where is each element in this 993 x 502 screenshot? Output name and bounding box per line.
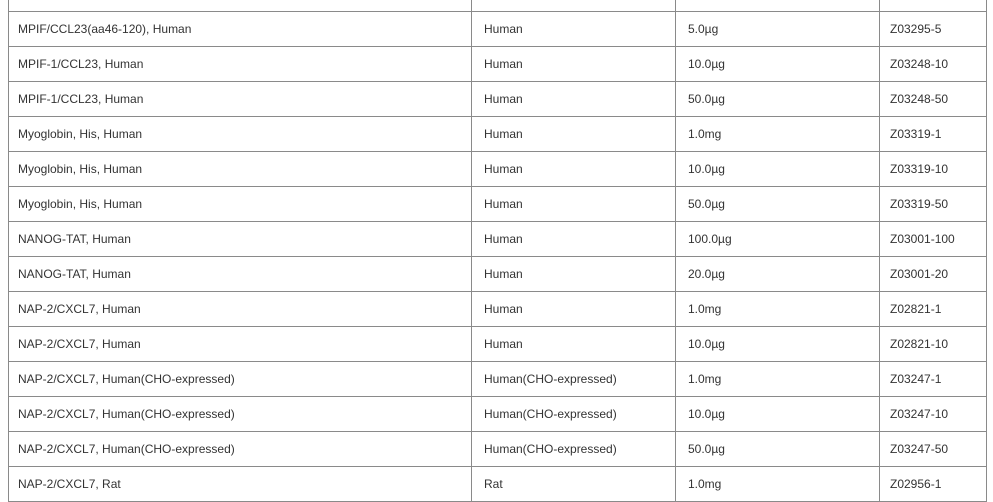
table-row <box>9 467 987 502</box>
species-cell: Human <box>472 117 676 152</box>
product-name-cell: NAP-2/CXCL7, Human(CHO-expressed) <box>9 432 472 467</box>
species-cell: Human <box>472 257 676 292</box>
catalog-number-cell: Z03001-20 <box>880 257 987 292</box>
table-row <box>9 257 987 292</box>
size-cell: 50.0µg <box>676 187 880 222</box>
size-cell: 5.0µg <box>676 12 880 47</box>
product-name-cell: MPIF-1/CCL23, Human <box>9 47 472 82</box>
catalog-number-cell: Z03319-1 <box>880 117 987 152</box>
table-row <box>9 152 987 187</box>
species-cell: Human <box>472 152 676 187</box>
table-row <box>9 362 987 397</box>
product-name-cell <box>9 0 472 12</box>
product-name-cell: NAP-2/CXCL7, Human <box>9 292 472 327</box>
catalog-number-cell: Z03295-5 <box>880 12 987 47</box>
product-table-container <box>8 0 986 502</box>
product-name-cell: NANOG-TAT, Human <box>9 257 472 292</box>
table-row <box>9 117 987 152</box>
size-cell: 10.0µg <box>676 327 880 362</box>
table-row <box>9 397 987 432</box>
catalog-number-cell <box>880 0 987 12</box>
catalog-number-cell: Z02821-1 <box>880 292 987 327</box>
size-cell: 100.0µg <box>676 222 880 257</box>
species-cell: Human <box>472 187 676 222</box>
size-cell <box>676 0 880 12</box>
table-row <box>9 432 987 467</box>
product-name-cell: MPIF-1/CCL23, Human <box>9 82 472 117</box>
table-row <box>9 187 987 222</box>
size-cell: 1.0mg <box>676 467 880 502</box>
species-cell: Human <box>472 82 676 117</box>
size-cell: 10.0µg <box>676 47 880 82</box>
size-cell: 1.0mg <box>676 117 880 152</box>
table-row <box>9 47 987 82</box>
species-cell: Human <box>472 222 676 257</box>
size-cell: 50.0µg <box>676 432 880 467</box>
product-name-cell: NAP-2/CXCL7, Human <box>9 327 472 362</box>
product-name-cell: Myoglobin, His, Human <box>9 187 472 222</box>
catalog-number-cell: Z03319-50 <box>880 187 987 222</box>
species-cell: Human(CHO-expressed) <box>472 432 676 467</box>
catalog-number-cell: Z03247-10 <box>880 397 987 432</box>
species-cell: Human <box>472 292 676 327</box>
product-name-cell: NAP-2/CXCL7, Rat <box>9 467 472 502</box>
table-row <box>9 292 987 327</box>
product-name-cell: NAP-2/CXCL7, Human(CHO-expressed) <box>9 362 472 397</box>
species-cell: Human <box>472 12 676 47</box>
size-cell: 10.0µg <box>676 152 880 187</box>
catalog-number-cell: Z02956-1 <box>880 467 987 502</box>
product-name-cell: MPIF/CCL23(aa46-120), Human <box>9 12 472 47</box>
table-row <box>9 222 987 257</box>
catalog-number-cell: Z03248-50 <box>880 82 987 117</box>
size-cell: 20.0µg <box>676 257 880 292</box>
product-name-cell: NANOG-TAT, Human <box>9 222 472 257</box>
size-cell: 1.0mg <box>676 292 880 327</box>
catalog-number-cell: Z03248-10 <box>880 47 987 82</box>
table-row <box>9 327 987 362</box>
catalog-number-cell: Z03247-1 <box>880 362 987 397</box>
size-cell: 1.0mg <box>676 362 880 397</box>
product-name-cell: Myoglobin, His, Human <box>9 152 472 187</box>
species-cell: Human <box>472 47 676 82</box>
product-table <box>8 0 987 502</box>
catalog-number-cell: Z02821-10 <box>880 327 987 362</box>
size-cell: 10.0µg <box>676 397 880 432</box>
catalog-number-cell: Z03319-10 <box>880 152 987 187</box>
product-name-cell: Myoglobin, His, Human <box>9 117 472 152</box>
species-cell: Human <box>472 327 676 362</box>
catalog-number-cell: Z03247-50 <box>880 432 987 467</box>
table-row <box>9 0 987 12</box>
species-cell <box>472 0 676 12</box>
size-cell: 50.0µg <box>676 82 880 117</box>
species-cell: Rat <box>472 467 676 502</box>
species-cell: Human(CHO-expressed) <box>472 397 676 432</box>
table-row <box>9 12 987 47</box>
product-name-cell: NAP-2/CXCL7, Human(CHO-expressed) <box>9 397 472 432</box>
species-cell: Human(CHO-expressed) <box>472 362 676 397</box>
catalog-number-cell: Z03001-100 <box>880 222 987 257</box>
table-row <box>9 82 987 117</box>
